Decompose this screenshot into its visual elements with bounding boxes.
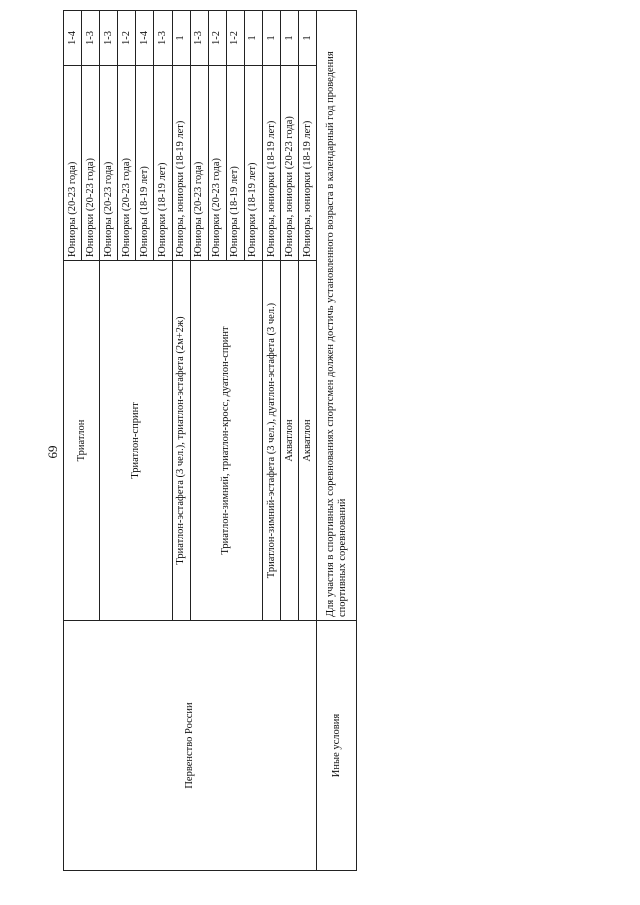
rank-cell: 1-3 [154, 11, 172, 66]
note-text: Для участия в спортивных соревнованиях спортсмен должен достичь установленного возраста в календарный год проведения спортивных соревнований [317, 11, 357, 621]
rank-cell: 1 [299, 11, 317, 66]
discipline-cell: Акватлон [299, 261, 317, 621]
discipline-cell: Триатлон-зимний, триатлон-кросс, дуатлон-спринт [190, 261, 262, 621]
rank-cell: 1-2 [118, 11, 136, 66]
rank-cell: 1-2 [226, 11, 244, 66]
note-row [317, 11, 357, 871]
page-number: 69 [45, 445, 60, 459]
note-label: Иные условия [317, 621, 357, 871]
discipline-cell: Триатлон-спринт [100, 261, 172, 621]
category-cell: Юниорки (20-23 года) [82, 66, 100, 261]
rank-cell: 1-3 [82, 11, 100, 66]
category-cell: Юниоры, юниорки (18-19 лет) [263, 66, 281, 261]
rank-cell: 1-3 [190, 11, 208, 66]
category-cell: Юниорки (18-19 лет) [154, 66, 172, 261]
category-cell: Юниорки (20-23 года) [208, 66, 226, 261]
rank-cell: 1-4 [136, 11, 154, 66]
category-cell: Юниоры (18-19 лет) [136, 66, 154, 261]
rank-cell: 1-4 [64, 11, 82, 66]
event-cell: Первенство России [64, 621, 317, 871]
category-cell: Юниорки (18-19 лет) [244, 66, 262, 261]
category-cell: Юниорки (20-23 года) [118, 66, 136, 261]
rotated-table-container [63, 11, 357, 871]
category-cell: Юниоры, юниорки (20-23 года) [281, 66, 299, 261]
discipline-cell: Триатлон-зимний-эстафета (3 чел.), дуатлон-эстафета (3 чел.) [263, 261, 281, 621]
table-row [64, 11, 82, 871]
rank-cell: 1 [263, 11, 281, 66]
discipline-cell: Триатлон [64, 261, 100, 621]
rank-cell: 1-2 [208, 11, 226, 66]
rank-cell: 1 [172, 11, 190, 66]
category-cell: Юниоры (20-23 года) [100, 66, 118, 261]
category-cell: Юниоры, юниорки (18-19 лет) [299, 66, 317, 261]
discipline-cell: Акватлон [281, 261, 299, 621]
category-cell: Юниоры, юниорки (18-19 лет) [172, 66, 190, 261]
category-cell: Юниоры (20-23 года) [64, 66, 82, 261]
rank-cell: 1 [281, 11, 299, 66]
category-cell: Юниоры (18-19 лет) [226, 66, 244, 261]
requirements-table [63, 10, 357, 871]
category-cell: Юниоры (20-23 года) [190, 66, 208, 261]
rank-cell: 1-3 [100, 11, 118, 66]
rank-cell: 1 [244, 11, 262, 66]
discipline-cell: Триатлон-эстафета (3 чел.), триатлон-эстафета (2м+2ж) [172, 261, 190, 621]
